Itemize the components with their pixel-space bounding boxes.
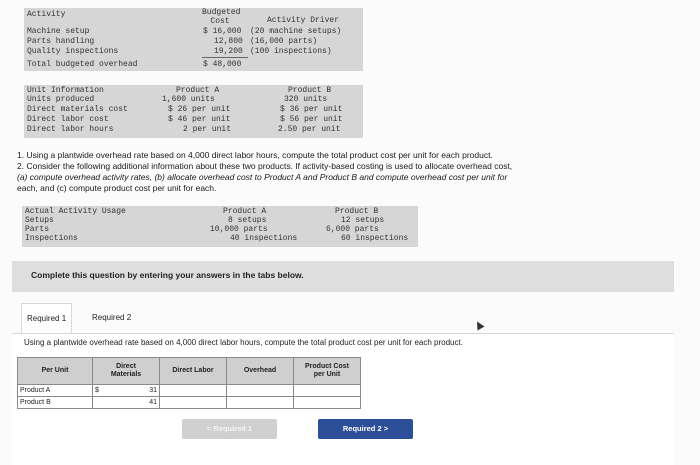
activity-name-3: Quality inspections [27,47,119,56]
direct-materials-header-text: Direct Materials [110,363,142,378]
answer-table [17,357,361,409]
activity-cost-2: 12,800 [214,37,243,46]
total-cost-divider [202,57,248,58]
per-unit-header: Per Unit [18,358,93,385]
tab-required-1[interactable]: Required 1 [21,303,72,334]
usage-b-2: 6,000 parts [326,225,379,234]
currency-symbol: $ [93,385,106,397]
product-cost-header [294,358,361,385]
unit-label-4: Direct labor hours [27,125,114,134]
activity-name-2: Parts handling [27,37,95,46]
unit-b-3: $ 56 per unit [280,115,343,124]
usage-a-3: 40 inspections [230,234,298,243]
prev-required-button[interactable]: < Required 1 [182,419,277,439]
unit-label-2: Direct materials cost [27,105,128,114]
budgeted-cost-header-text: Budgeted Cost [202,8,241,26]
unit-b-4: 2.50 per unit [278,125,341,134]
answer-table-header-row [18,358,361,385]
table-row [18,397,361,409]
activity-driver-3: (100 inspections) [250,47,332,56]
unit-a-1: 1,600 units [162,95,215,104]
answer-tabs [12,303,674,333]
activity-cost-1: $ 16,000 [203,27,242,36]
table-row [18,385,361,397]
activity-cost-4: $ 48,000 [203,60,242,69]
usage-b-3: 60 inspections [341,234,409,243]
product-cost-header-text: Product Cost per Unit [305,363,349,378]
activity-driver-2: (16,000 parts) [250,37,318,46]
usage-label-2: Parts [25,225,50,234]
currency-symbol [93,397,106,409]
direct-materials-input-a[interactable]: 31 [105,385,160,397]
row-label-product-b: Product B [18,397,93,409]
tab-required-2[interactable]: Required 2 [92,313,132,322]
unit-b-2: $ 36 per unit [280,105,343,114]
next-required-button[interactable]: Required 2 > [318,419,413,439]
budgeted-cost-header [196,8,244,26]
usage-label-1: Setups [25,216,54,225]
direct-labor-header: Direct Labor [160,358,227,385]
direct-materials-input-b[interactable]: 41 [105,397,160,409]
usage-a-2: 10,000 parts [210,225,268,234]
usage-product-b-header: Product B [335,207,379,216]
activity-driver-1: (20 machine setups) [250,27,342,36]
question-part2-line3: each, and (c) compute product cost per unit for each. [17,183,217,193]
unit-a-2: $ 26 per unit [168,105,231,114]
product-cost-input-a[interactable] [294,385,361,397]
unit-a-4: 2 per unit [183,125,232,134]
activity-name-1: Machine setup [27,27,90,36]
direct-labor-input-a[interactable] [160,385,227,397]
usage-header: Actual Activity Usage [25,207,126,216]
activity-name-4: Total budgeted overhead [27,60,138,69]
unit-b-1: 320 units [284,95,328,104]
unit-a-3: $ 46 per unit [168,115,231,124]
activity-cost-3: 19,200 [214,47,243,56]
overhead-input-a[interactable] [227,385,294,397]
unit-label-1: Units produced [27,95,95,104]
usage-a-1: 8 setups [228,216,267,225]
product-cost-input-b[interactable] [294,397,361,409]
unit-info-header: Unit Information [27,86,104,95]
usage-label-3: Inspections [25,234,78,243]
row-label-product-a: Product A [18,385,93,397]
unit-label-3: Direct labor cost [27,115,109,124]
usage-b-1: 12 setups [341,216,385,225]
overhead-header: Overhead [227,358,294,385]
unit-product-a-header: Product A [176,86,220,95]
instruction-banner [12,261,674,292]
tab-instruction: Using a plantwide overhead rate based on 4,000 direct labor hours, compute the total product cost per unit for each product. [24,338,463,347]
direct-labor-input-b[interactable] [160,397,227,409]
question-part1: 1. Using a plantwide overhead rate based on 4,000 direct labor hours, compute the total product cost per unit for each product. [17,150,493,160]
overhead-input-b[interactable] [227,397,294,409]
usage-product-a-header: Product A [223,207,267,216]
activity-driver-header: Activity Driver [267,16,340,25]
activity-header: Activity [27,10,66,19]
instruction-banner-text: Complete this question by entering your answers in the tabs below. [31,270,304,280]
direct-materials-header [93,358,160,385]
unit-product-b-header: Product B [288,86,332,95]
question-part2-line2: (a) compute overhead activity rates, (b) allocate overhead cost to Product A and Product B and compute overhead cost per unit for [17,172,508,182]
question-part2-line1: 2. Consider the following additional information about these two products. If activity-based costing is used to allocate overhead cost, [17,161,513,171]
